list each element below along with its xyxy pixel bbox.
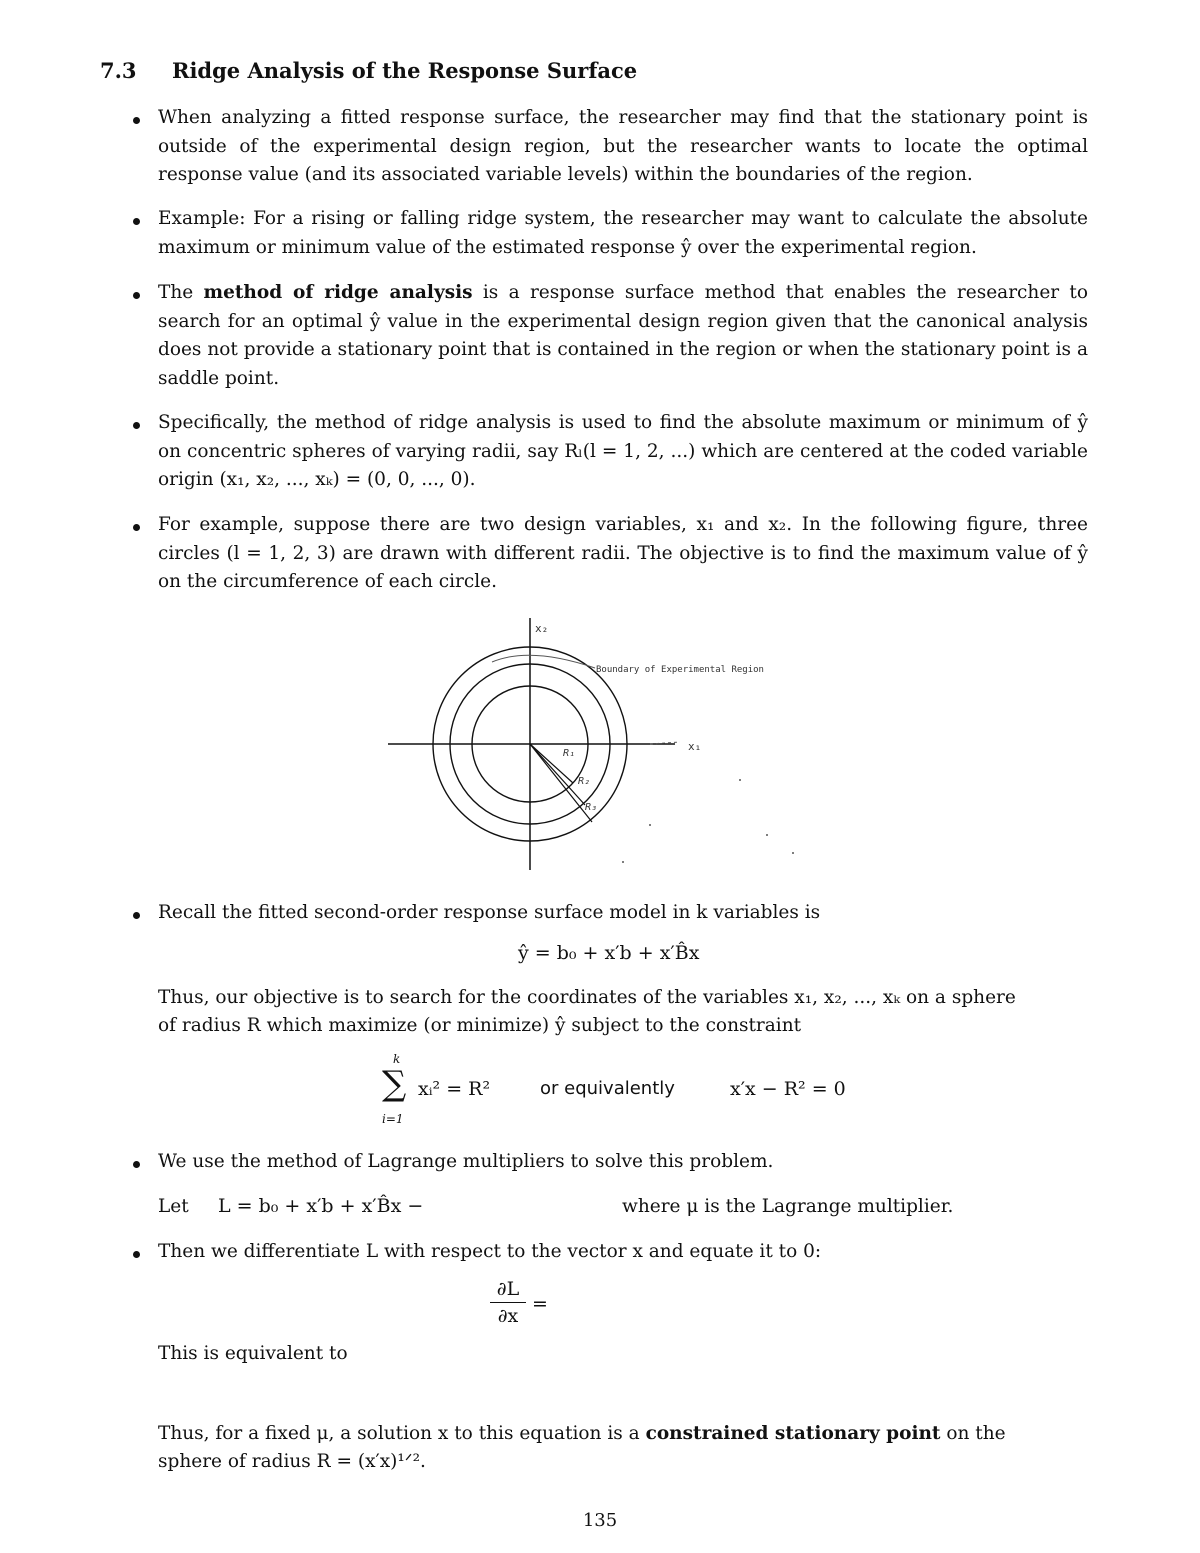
r1-label: R₁: [563, 748, 576, 759]
boundary-leader: [492, 655, 595, 668]
sum-body: xᵢ² = R²: [418, 1078, 491, 1100]
equivalent-text: This is equivalent to: [158, 1343, 348, 1364]
ridge-bold-term: method of ridge analysis: [203, 282, 473, 303]
speck: [649, 824, 651, 826]
bullet-method-ridge: [158, 279, 1088, 393]
speck: [622, 861, 624, 863]
conclusion-line-1: [158, 1420, 1006, 1448]
recall-text: Recall the fitted second-order response surface model in k variables is: [158, 902, 821, 923]
speck: [739, 779, 741, 781]
x1-label: x₁: [688, 740, 702, 753]
bullet-stationary-outside: When analyzing a fitted response surface, the researcher may find that the stationary point is outside of the experimental design region, but the researcher wants to locate the optimal response value (and its associated variable levels) within the boundaries of the region.: [158, 107, 1088, 185]
thus-line-1: Thus, our objective is to search for the coordinates of the variables x₁, x₂, ..., xₖ on a sphere: [158, 987, 1016, 1008]
lagrangian-equation: L = b₀ + x′b + x′B̂x −: [218, 1195, 424, 1217]
or-equivalently: or equivalently: [540, 1078, 675, 1099]
conclusion-pre: Thus, for a fixed μ, a solution x to this equation is a: [158, 1423, 646, 1444]
section-number: 7.3: [100, 58, 137, 83]
lagrange-where: where μ is the Lagrange multiplier.: [622, 1196, 954, 1217]
conclusion-post: on the: [940, 1423, 1006, 1444]
concentric-circles-diagram: [380, 610, 840, 875]
partial-numerator: ∂L: [496, 1278, 520, 1300]
fraction-bar: [490, 1302, 526, 1303]
differentiate-text: Then we differentiate L with respect to the vector x and equate it to 0:: [158, 1241, 822, 1262]
partial-denominator: ∂x: [497, 1305, 519, 1327]
lagrange-text: We use the method of Lagrange multipliers to solve this problem.: [158, 1151, 774, 1172]
sum-upper-limit: k: [393, 1052, 401, 1066]
constraint-equation: x′x − R² = 0: [730, 1078, 846, 1100]
bullet-example-ridge: Example: For a rising or falling ridge system, the researcher may want to calculate the absolute maximum or minimum value of the estimated response ŷ over the experimental region.: [158, 208, 1088, 258]
section-heading: [100, 58, 637, 83]
bullet-for-example: For example, suppose there are two design variables, x₁ and x₂. In the following figure, three circles (l = 1, 2, 3) are drawn with different radii. The objective is to find the maximum value of ŷ on the circumference of each circle.: [158, 514, 1088, 592]
speck: [792, 852, 794, 854]
partial-derivative: [490, 1278, 526, 1327]
let-label: Let: [158, 1196, 189, 1217]
derivative-equals: =: [532, 1293, 548, 1315]
conclusion-bold-term: constrained stationary point: [645, 1423, 941, 1444]
r3-label: R₃: [585, 802, 598, 813]
sum-sign: ∑: [382, 1064, 407, 1104]
ridge-figure: [380, 610, 840, 875]
boundary-label: Boundary of Experimental Region: [596, 665, 764, 675]
ridge-post: is a response surface method that enables the researcher to search for an optimal ŷ value in the experimental design region given that the canonical analysis does not provide a stationary point that is contained in the region or when the stationary point is a saddle point.: [158, 282, 1088, 389]
conclusion-line-2: sphere of radius R = (x′x)¹ᐟ².: [158, 1451, 426, 1472]
x2-label: x₂: [535, 622, 549, 635]
bullet-specifically: Specifically, the method of ridge analysis is used to find the absolute maximum or minimum of ŷ on concentric spheres of varying radii, say Rₗ(l = 1, 2, ...) which are centered at the coded variable origin (x₁, x₂, ..., xₖ) = (0, 0, ..., 0).: [158, 412, 1088, 490]
r2-label: R₂: [578, 776, 591, 787]
speck: [766, 834, 768, 836]
ridge-pre: The: [158, 282, 204, 303]
section-title: Ridge Analysis of the Response Surface: [172, 58, 638, 83]
page-number: 135: [582, 1510, 618, 1531]
thus-line-2: of radius R which maximize (or minimize) ŷ subject to the constraint: [158, 1015, 802, 1036]
sum-lower-limit: i=1: [382, 1112, 404, 1126]
model-equation: ŷ = b₀ + x′b + x′B̂x: [518, 942, 700, 964]
